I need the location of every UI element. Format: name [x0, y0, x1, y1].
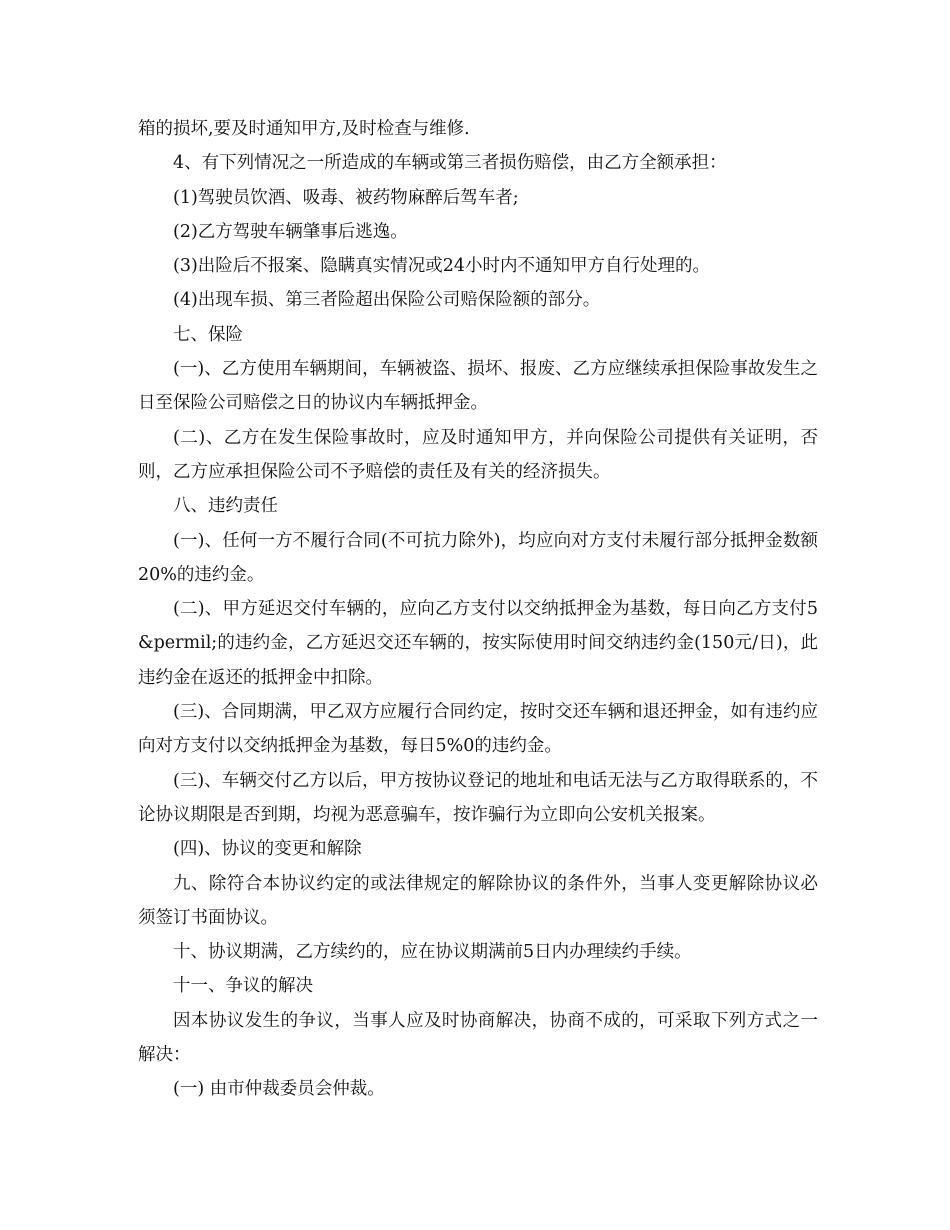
paragraph: 因本协议发生的争议，当事人应及时协商解决，协商不成的，可采取下列方式之一解决：: [138, 1010, 818, 1066]
paragraph: (二)、甲方延迟交付车辆的，应向乙方支付以交纳抵押金为基数，每日向乙方支付5&permil;的违约金，乙方延迟交还车辆的，按实际使用时间交纳违约金(150元/日)，此违约金在返还的抵押金中扣除。: [138, 599, 818, 688]
list-item: (2)乙方驾驶车辆肇事后逃逸。: [173, 221, 408, 242]
paragraph: 箱的损坏,要及时通知甲方,及时检查与维修.: [138, 119, 470, 139]
list-item: (4)出现车损、第三者险超出保险公司赔保险额的部分。: [173, 290, 601, 311]
paragraph: 十、协议期满，乙方续约的，应在协议期满前5日内办理续约手续。: [173, 942, 692, 963]
paragraph: (三)、车辆交付乙方以后，甲方按协议登记的地址和电话无法与乙方取得联系的，不论协议期限是否到期，均视为恶意骗车，按诈骗行为立即向公安机关报案。: [138, 770, 818, 825]
paragraph: (一)、任何一方不履行合同(不可抗力除外)，均应向对方支付未履行部分抵押金数额20%的违约金。: [138, 530, 818, 585]
list-item: (3)出险后不报案、隐瞒真实情况或24小时内不通知甲方自行处理的。: [173, 256, 711, 277]
list-item: (1)驾驶员饮酒、吸毒、被药物麻醉后驾车者;: [173, 187, 519, 208]
paragraph: (二)、乙方在发生保险事故时，应及时通知甲方，并向保险公司提供有关证明，否则，乙方应承担保险公司不予赔偿的责任及有关的经济损失。: [138, 427, 818, 482]
body-text: [138, 112, 818, 1107]
paragraph: 4、有下列情况之一所造成的车辆或第三者损伤赔偿，由乙方全额承担：: [173, 153, 727, 174]
section-heading: (四)、协议的变更和解除: [173, 839, 362, 860]
section-heading: 八、违约责任: [173, 496, 278, 517]
list-item: (一) 由市仲裁委员会仲裁。: [173, 1079, 385, 1100]
paragraph: (三)、合同期满，甲乙双方应履行合同约定，按时交还车辆和退还押金，如有违约应向对方支付以交纳抵押金为基数，每日5%0的违约金。: [138, 702, 818, 757]
paragraph: 九、除符合本协议约定的或法律规定的解除协议的条件外，当事人变更解除协议必须签订书面协议。: [138, 873, 818, 928]
paragraph: (一)、乙方使用车辆期间，车辆被盗、损坏、报废、乙方应继续承担保险事故发生之日至保险公司赔偿之日的协议内车辆抵押金。: [138, 359, 818, 414]
section-heading: 七、保险: [173, 324, 243, 345]
section-heading: 十一、争议的解决: [173, 976, 313, 997]
